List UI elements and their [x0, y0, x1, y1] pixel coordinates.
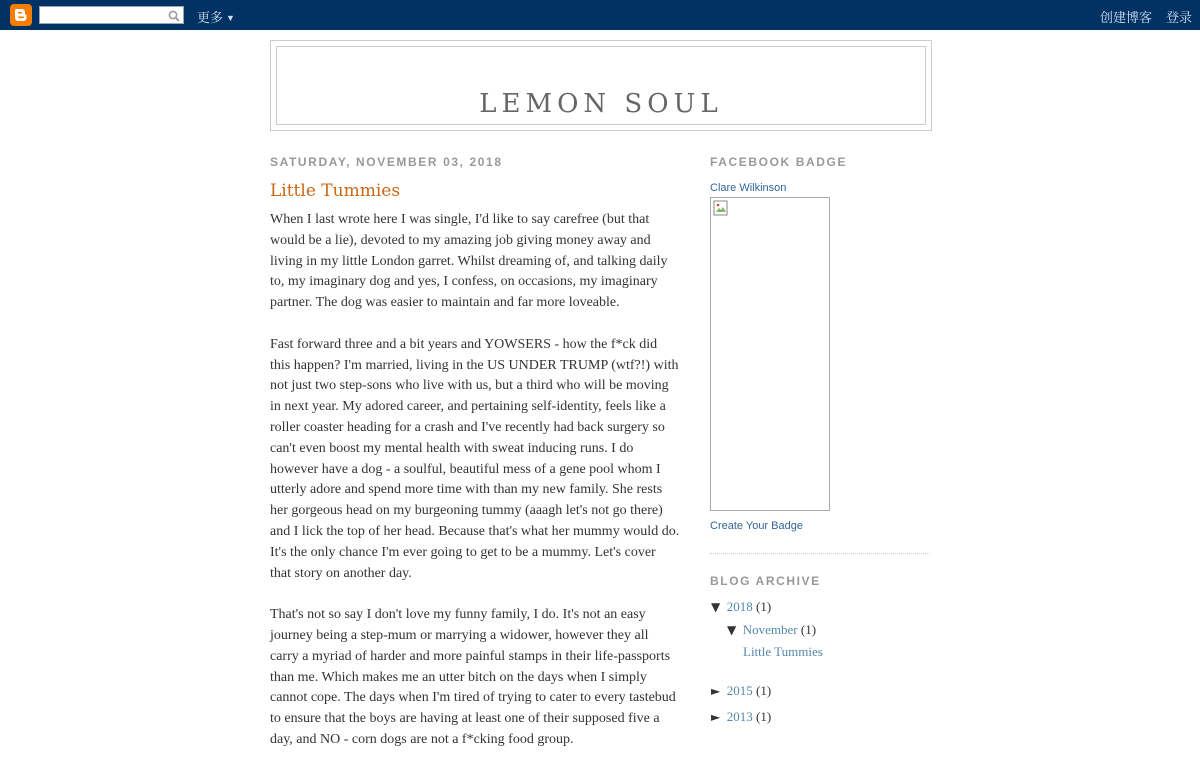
navbar	[0, 0, 1200, 30]
archive-year-link[interactable]: 2018	[726, 599, 753, 614]
archive-year-link[interactable]: 2015	[726, 683, 753, 698]
blogger-logo-icon[interactable]	[10, 4, 32, 26]
search-icon[interactable]	[168, 9, 180, 27]
collapsed-triangle-icon[interactable]: ►	[711, 684, 721, 698]
post-paragraph: When I last wrote here I was single, I'd like to say carefree (but that would be a lie), devoted to my amazing job giving money away and living in my little London garret. Whilst dreaming of, and talking daily to, my imaginary dog and yes, I confess, on occasions, my imaginary partner. The dog was easier to maintain and far more loveable.	[270, 212, 668, 311]
archive-year-link[interactable]: 2013	[726, 709, 753, 724]
sidebar	[710, 155, 930, 588]
post-body	[270, 210, 680, 751]
facebook-badge-heading: FACEBOOK BADGE	[710, 155, 848, 169]
expanded-triangle-icon[interactable]: ▼	[711, 600, 721, 614]
search-input[interactable]	[44, 9, 164, 23]
sign-in-link[interactable]: 登录	[1166, 10, 1193, 25]
archive-item-2015	[711, 683, 771, 699]
archive-item-2013	[711, 709, 771, 725]
archive-count: (1)	[755, 599, 772, 614]
facebook-profile-link[interactable]: Clare Wilkinson	[710, 182, 787, 194]
archive-count: (1)	[755, 683, 772, 698]
archive-post-link[interactable]: Little Tummies	[743, 644, 823, 659]
archive-item-2018	[711, 599, 771, 615]
more-menu[interactable]	[197, 7, 235, 26]
archive-month-link[interactable]: November	[742, 622, 798, 637]
archive-count: (1)	[755, 709, 772, 724]
post-title[interactable]: Little Tummies	[270, 181, 401, 201]
collapsed-triangle-icon[interactable]: ►	[711, 710, 721, 724]
post-date: SATURDAY, NOVEMBER 03, 2018	[270, 155, 503, 169]
archive-post	[743, 644, 823, 660]
more-label: 更多	[197, 10, 224, 25]
post-paragraph: That's not so say I don't love my funny family, I do. It's not an easy journey being a step-mum or marrying a widower, however they all carry a myriad of harder and more painful stamps in their life-passports than me. Which makes me an utter bitch on the days when I simply cannot cope. The days when I'm tired of trying to cater to every tastebud to ensure that the boys are having at least one of their supposed five a day, and NO - corn dogs are not a f*cking food group.	[270, 607, 676, 747]
broken-image-icon	[713, 200, 729, 221]
create-badge-link[interactable]: Create Your Badge	[710, 520, 803, 532]
blog-header	[270, 40, 932, 131]
blog-title[interactable]: LEMON SOUL	[479, 89, 723, 120]
archive-count: (1)	[800, 622, 817, 637]
blog-header-inner	[276, 46, 926, 125]
main-column	[270, 155, 680, 772]
archive-item-november	[727, 622, 816, 638]
search-box[interactable]	[39, 6, 184, 24]
blog-archive-heading: BLOG ARCHIVE	[710, 574, 821, 588]
create-blog-link[interactable]: 创建博客	[1100, 10, 1153, 25]
sidebar-divider	[710, 553, 930, 554]
post-paragraph: Fast forward three and a bit years and YOWSERS - how the f*ck did this happen? I'm married, living in the US UNDER TRUMP (wtf?!) with not just two step-sons who live with us, but a third who will be moving in next year. My adored career, and pertaining self-identity, feels like a roller coaster heading for a crash and I've recently had back surgery so can't even boost my mental health with sweat inducing runs. I do however have a dog - a soulful, beautiful mess of a gene pool whom I utterly adore and spend more time with than my new family. She rests her gorgeous head on my burgeoning tummy (aaagh let's not go there) and I lick the top of her head. Because that's what her mummy would do. It's the only chance I'm ever going to get to be a mummy. Let's cover that story on another day.	[270, 336, 680, 581]
expanded-triangle-icon[interactable]: ▼	[727, 623, 737, 637]
facebook-badge-image[interactable]	[710, 197, 830, 511]
chevron-down-icon: ▼	[226, 13, 235, 23]
